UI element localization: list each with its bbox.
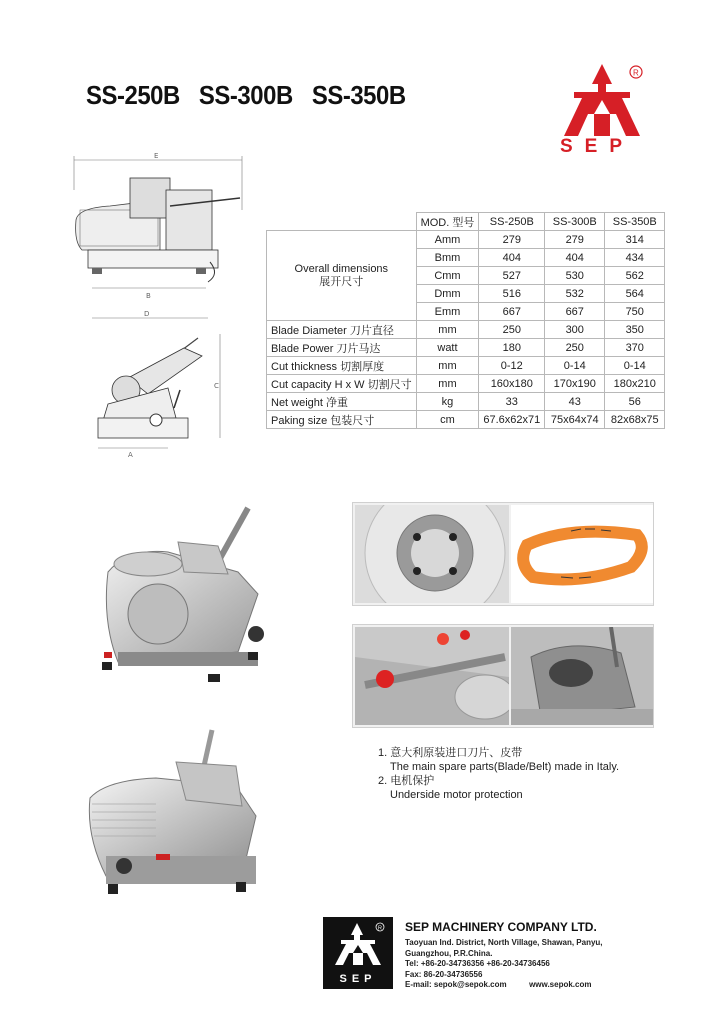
svg-text:R: R [633, 68, 639, 78]
table-row: Bmm 404 404 434 [267, 249, 665, 267]
table-row: Cmm 527 530 562 [267, 267, 665, 285]
dim-b-label: B [146, 292, 151, 300]
photo-blade [355, 505, 509, 603]
drawing-front-view [70, 150, 250, 300]
photo-belt [511, 505, 653, 603]
header-model: MOD. 型号 [416, 213, 479, 231]
company-info [405, 920, 603, 991]
product-photo-front [86, 726, 276, 910]
model-title-2: SS-300B [198, 80, 293, 110]
detail-panel-motor [352, 624, 654, 728]
sep-triangle-icon [560, 62, 650, 142]
photo-handle [355, 627, 509, 725]
footer-logo-text: SEP [339, 973, 377, 985]
header-ss300b: SS-300B [545, 213, 605, 231]
table-row: Emm 667 667 750 [267, 303, 665, 321]
table-row: Paking size 包装尺寸 cm 67.6x62x71 75x64x74 82x68x75 [267, 411, 665, 429]
fax: Fax: 86-20-34736556 [405, 969, 483, 979]
note-1-cn: 1. 意大利原装进口刀片、皮带 [378, 747, 523, 759]
dim-c-label: C [214, 382, 219, 390]
footer-sep-logo [323, 917, 393, 989]
contact-line [405, 980, 603, 991]
product-photo-side [88, 502, 278, 696]
dim-e-label: E [154, 152, 159, 160]
table-row: Overall dimensions 展开尺寸 Amm 279 279 314 [267, 231, 665, 249]
company-name: SEP MACHINERY COMPANY LTD. [405, 920, 597, 934]
model-title-3: SS-350B [311, 80, 406, 110]
model-title-1: SS-250B [86, 80, 180, 110]
header-ss350b: SS-350B [605, 213, 665, 231]
dim-a-label: A [128, 451, 133, 458]
note-2-en: Underside motor protection [390, 789, 523, 801]
address-line-2: Guangzhou, P.R.China. [405, 948, 493, 958]
header-ss250b: SS-250B [479, 213, 545, 231]
dim-d-label: D [144, 310, 150, 318]
detail-panel-blade-belt [352, 502, 654, 606]
table-row: Dmm 516 532 564 [267, 285, 665, 303]
page-title [86, 80, 419, 111]
table-row: Blade Power 刀片马达 watt 180 250 370 [267, 339, 665, 357]
svg-text:R: R [378, 925, 382, 932]
footer-sep-triangle-icon [323, 917, 393, 989]
address-line-1: Taoyuan Ind. District, North Village, Shawan, Panyu, [405, 938, 603, 947]
table-header-row [267, 213, 665, 231]
table-row: Net weight 净重 kg 33 43 56 [267, 393, 665, 411]
table-row: Blade Diameter 刀片直径 mm 250 300 350 [267, 321, 665, 339]
note-2-cn: 2. 电机保护 [378, 775, 435, 787]
website-link[interactable]: www.sepok.com [529, 980, 592, 989]
note-1-en: The main spare parts(Blade/Belt) made in Italy. [390, 761, 620, 773]
feature-notes [378, 746, 619, 802]
table-row: Cut capacity H x W 切割尺寸 mm 160x180 170x190 180x210 [267, 375, 665, 393]
telephone: Tel: +86-20-34736356 +86-20-34736456 [405, 959, 550, 968]
email-link[interactable]: E-mail: sepok@sepok.com [405, 980, 507, 989]
sep-logo-text: SEP [560, 136, 635, 157]
specs-table [266, 212, 665, 429]
photo-motor-protection [511, 627, 653, 725]
table-row: Cut thickness 切割厚度 mm 0-12 0-14 0-14 [267, 357, 665, 375]
overall-dimensions-label: Overall dimensions 展开尺寸 [267, 231, 417, 321]
drawing-side-view [88, 308, 228, 458]
